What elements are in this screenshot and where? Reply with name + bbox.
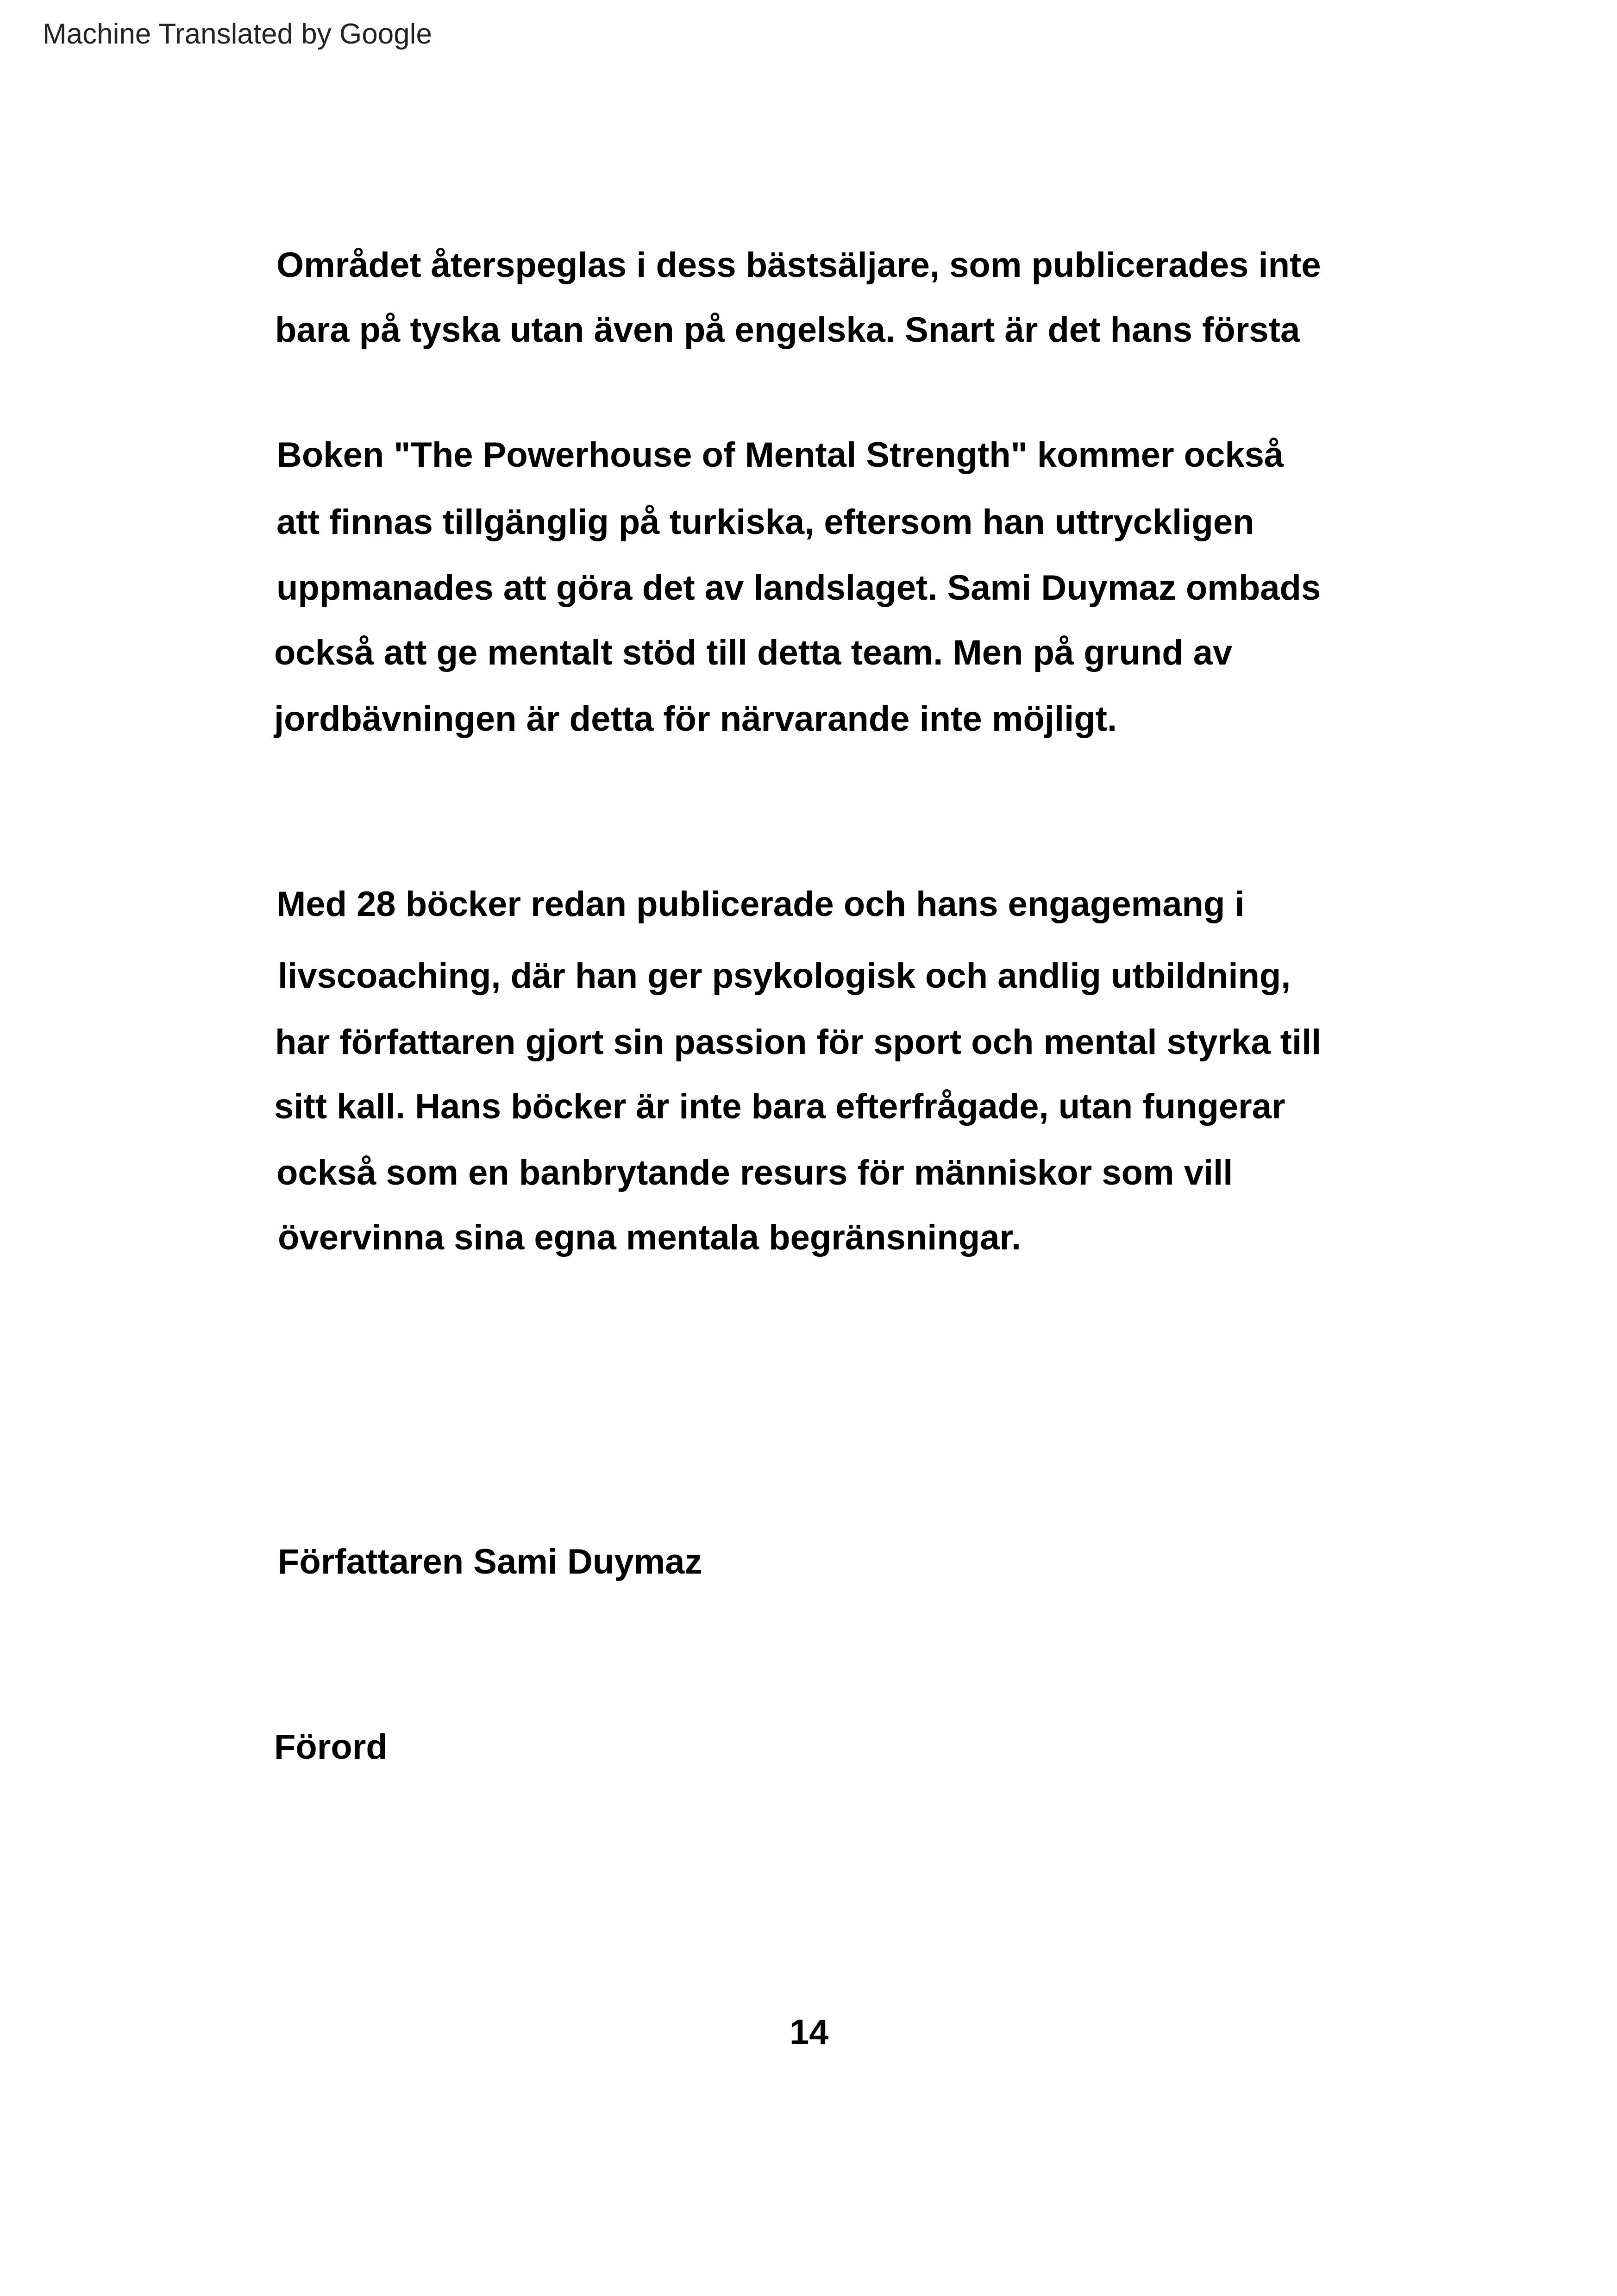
section-heading: Förord bbox=[274, 1727, 388, 1767]
text-line: att finnas tillgänglig på turkiska, eftersom han uttryckligen bbox=[276, 502, 1254, 542]
text-line: jordbävningen är detta för närvarande inte möjligt. bbox=[274, 699, 1117, 739]
text-line: har författaren gjort sin passion för sport och mental styrka till bbox=[275, 1023, 1322, 1062]
text-line: livscoaching, där han ger psykologisk och andlig utbildning, bbox=[278, 956, 1291, 996]
machine-translation-banner: Machine Translated by Google bbox=[43, 18, 432, 50]
text-line: bara på tyska utan även på engelska. Snart är det hans första bbox=[275, 310, 1300, 350]
author-signature: Författaren Sami Duymaz bbox=[278, 1542, 702, 1581]
page-number: 14 bbox=[790, 2013, 829, 2052]
text-line: också som en banbrytande resurs för människor som vill bbox=[276, 1153, 1233, 1192]
text-line: också att ge mentalt stöd till detta team. Men på grund av bbox=[274, 633, 1233, 672]
text-line: uppmanades att göra det av landslaget. Sami Duymaz ombads bbox=[276, 568, 1321, 608]
text-line: Området återspeglas i dess bästsäljare, som publicerades inte bbox=[276, 245, 1321, 285]
text-line: Med 28 böcker redan publicerade och hans engagemang i bbox=[276, 885, 1245, 924]
text-line: övervinna sina egna mentala begränsningar. bbox=[278, 1218, 1021, 1257]
text-line: Boken "The Powerhouse of Mental Strength" kommer också bbox=[276, 435, 1284, 475]
text-line: sitt kall. Hans böcker är inte bara efterfrågade, utan fungerar bbox=[274, 1087, 1285, 1126]
